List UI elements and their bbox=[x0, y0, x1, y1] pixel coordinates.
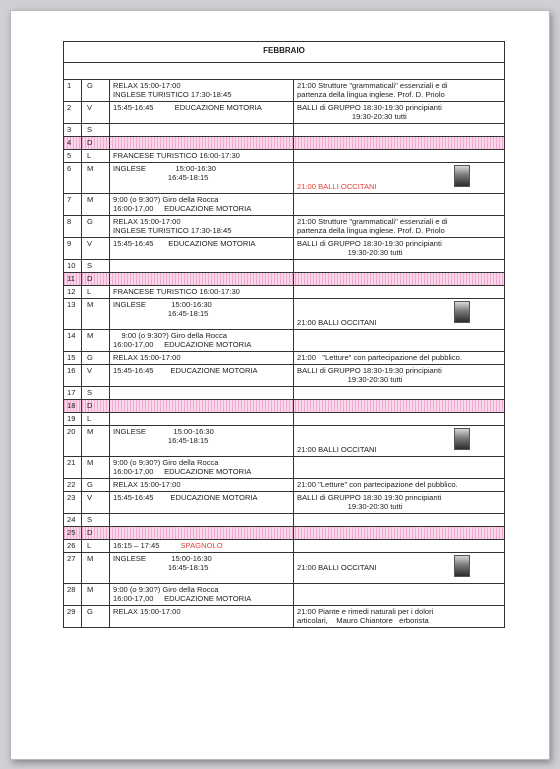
calendar-table bbox=[63, 41, 505, 628]
afternoon-activities bbox=[110, 492, 294, 513]
day-number: 16 bbox=[64, 365, 82, 386]
activity-line: RELAX 15:00-17:00 bbox=[113, 217, 181, 226]
day-row bbox=[64, 124, 504, 137]
day-row bbox=[64, 137, 504, 150]
weekday-letter: M bbox=[82, 194, 110, 215]
evening-activities bbox=[294, 553, 504, 583]
weekday-letter: V bbox=[82, 238, 110, 259]
activity-line: INGLESE 15:00-16:30 bbox=[113, 164, 216, 173]
day-number: 29 bbox=[64, 606, 82, 627]
day-number: 27 bbox=[64, 553, 82, 583]
dancer-photo bbox=[454, 301, 470, 323]
day-row bbox=[64, 457, 504, 479]
activity-line: articolari, Mauro Chiantore erborista bbox=[297, 616, 429, 625]
weekday-letter: L bbox=[82, 413, 110, 425]
day-number: 11 bbox=[64, 273, 82, 285]
day-row bbox=[64, 216, 504, 238]
activity-line: INGLESE 15:00-16:30 bbox=[113, 300, 212, 309]
activity-line: 15:45-16:45 EDUCAZIONE MOTORIA bbox=[113, 366, 258, 375]
weekday-letter: V bbox=[82, 102, 110, 123]
weekday-letter: M bbox=[82, 163, 110, 193]
spacer-row bbox=[64, 63, 504, 80]
day-row bbox=[64, 194, 504, 216]
day-number: 5 bbox=[64, 150, 82, 162]
weekday-letter: D bbox=[82, 400, 110, 412]
activity-line: 16:15 – 17:45 SPAGNOLO bbox=[113, 541, 223, 550]
activity-line: 15:45-16:45 EDUCAZIONE MOTORIA bbox=[113, 493, 258, 502]
day-number: 25 bbox=[64, 527, 82, 539]
evening-activities bbox=[294, 352, 504, 364]
day-row bbox=[64, 102, 504, 124]
evening-activities bbox=[294, 124, 504, 136]
afternoon-activities bbox=[110, 540, 294, 552]
activity-line: 21:00 Piante e rimedi naturali per i dolori bbox=[297, 607, 434, 616]
afternoon-activities bbox=[110, 102, 294, 123]
month-title: FEBBRAIO bbox=[64, 42, 504, 63]
weekday-letter: M bbox=[82, 299, 110, 329]
day-number: 14 bbox=[64, 330, 82, 351]
afternoon-activities bbox=[110, 413, 294, 425]
weekday-letter: S bbox=[82, 387, 110, 399]
weekday-letter: M bbox=[82, 457, 110, 478]
activity-line: 15:45-16:45 EDUCAZIONE MOTORIA bbox=[113, 103, 262, 112]
evening-activities bbox=[294, 238, 504, 259]
weekday-letter: D bbox=[82, 527, 110, 539]
day-row bbox=[64, 413, 504, 426]
dancer-photo bbox=[454, 165, 470, 187]
activity-line: 21:00 BALLI OCCITANI bbox=[297, 182, 377, 191]
weekday-letter: L bbox=[82, 540, 110, 552]
day-row bbox=[64, 299, 504, 330]
activity-line: RELAX 15:00-17:00 bbox=[113, 81, 181, 90]
day-number: 23 bbox=[64, 492, 82, 513]
evening-activities bbox=[294, 387, 504, 399]
activity-line: RELAX 15:00-17:00 bbox=[113, 353, 181, 362]
day-number: 28 bbox=[64, 584, 82, 605]
day-row bbox=[64, 584, 504, 606]
activity-line: 21:00 BALLI OCCITANI bbox=[297, 318, 377, 327]
day-row bbox=[64, 426, 504, 457]
day-number: 9 bbox=[64, 238, 82, 259]
evening-activities bbox=[294, 286, 504, 298]
activity-line: 21:00 Strutture "grammaticali" essenziali e di bbox=[297, 81, 448, 90]
day-row bbox=[64, 553, 504, 584]
activity-line: 9:00 (o 9:30?) Giro della Rocca bbox=[113, 331, 227, 340]
afternoon-activities bbox=[110, 150, 294, 162]
activity-line: 16:45-18:15 bbox=[113, 436, 209, 445]
activity-line: BALLI di GRUPPO 18:30-19:30 principianti bbox=[297, 366, 442, 375]
evening-activities bbox=[294, 137, 504, 149]
activity-line bbox=[297, 300, 504, 309]
activity-line: partenza della lingua inglese. Prof. D. Priolo bbox=[297, 90, 445, 99]
day-number: 24 bbox=[64, 514, 82, 526]
weekday-letter: M bbox=[82, 426, 110, 456]
day-number: 8 bbox=[64, 216, 82, 237]
day-row bbox=[64, 150, 504, 163]
afternoon-activities bbox=[110, 365, 294, 386]
activity-line: 16:00-17,00 EDUCAZIONE MOTORIA bbox=[113, 467, 252, 476]
afternoon-activities bbox=[110, 457, 294, 478]
day-number: 2 bbox=[64, 102, 82, 123]
day-row bbox=[64, 479, 504, 492]
day-row bbox=[64, 387, 504, 400]
day-row bbox=[64, 238, 504, 260]
activity-line: RELAX 15:00-17:00 bbox=[113, 480, 181, 489]
activity-line: partenza della lingua inglese. Prof. D. Priolo bbox=[297, 226, 445, 235]
activity-line: BALLI di GRUPPO 18:30-19:30 principianti bbox=[297, 103, 442, 112]
afternoon-activities bbox=[110, 387, 294, 399]
evening-activities bbox=[294, 163, 504, 193]
day-row bbox=[64, 492, 504, 514]
activity-line: 21:00 BALLI OCCITANI bbox=[297, 563, 377, 572]
evening-activities bbox=[294, 479, 504, 491]
day-number: 4 bbox=[64, 137, 82, 149]
day-row bbox=[64, 400, 504, 413]
activity-line: 16:45-18:15 bbox=[113, 173, 209, 182]
activity-line: INGLESE 15:00-16:30 bbox=[113, 554, 212, 563]
afternoon-activities bbox=[110, 606, 294, 627]
weekday-letter: S bbox=[82, 514, 110, 526]
afternoon-activities bbox=[110, 194, 294, 215]
weekday-letter: G bbox=[82, 479, 110, 491]
afternoon-activities bbox=[110, 124, 294, 136]
evening-activities bbox=[294, 150, 504, 162]
activity-line bbox=[297, 554, 504, 563]
afternoon-activities bbox=[110, 299, 294, 329]
day-row bbox=[64, 286, 504, 299]
evening-activities bbox=[294, 80, 504, 101]
activity-line: 19:30-20:30 tutti bbox=[297, 112, 407, 121]
afternoon-activities bbox=[110, 216, 294, 237]
day-row bbox=[64, 273, 504, 286]
activity-line bbox=[297, 436, 504, 445]
activity-line: FRANCESE TURISTICO 16:00-17:30 bbox=[113, 151, 240, 160]
activity-line bbox=[297, 427, 504, 436]
day-number: 20 bbox=[64, 426, 82, 456]
evening-activities bbox=[294, 413, 504, 425]
activity-line: 21:00 Strutture "grammaticali" essenziali e di bbox=[297, 217, 448, 226]
course-name-red: SPAGNOLO bbox=[180, 541, 223, 550]
evening-activities bbox=[294, 426, 504, 456]
afternoon-activities bbox=[110, 137, 294, 149]
activity-line: 15:45-16:45 EDUCAZIONE MOTORIA bbox=[113, 239, 256, 248]
activity-line: RELAX 15:00-17:00 bbox=[113, 607, 181, 616]
calendar-rows bbox=[64, 80, 504, 627]
evening-activities bbox=[294, 527, 504, 539]
activity-line: 19:30-20:30 tutti bbox=[297, 248, 403, 257]
activity-line: FRANCESE TURISTICO 16:00-17:30 bbox=[113, 287, 240, 296]
day-row bbox=[64, 514, 504, 527]
afternoon-activities bbox=[110, 584, 294, 605]
day-row bbox=[64, 352, 504, 365]
day-row bbox=[64, 527, 504, 540]
day-number: 19 bbox=[64, 413, 82, 425]
activity-line: BALLI di GRUPPO 18:30 19:30 principianti bbox=[297, 493, 442, 502]
activity-line: 21:00 "Letture" con partecipazione del pubblico. bbox=[297, 353, 462, 362]
day-number: 3 bbox=[64, 124, 82, 136]
activity-line: INGLESE TURISTICO 17:30-18:45 bbox=[113, 226, 232, 235]
day-row bbox=[64, 540, 504, 553]
activity-line bbox=[297, 164, 504, 173]
activity-line: 19:30-20:30 tutti bbox=[297, 375, 403, 384]
evening-activities bbox=[294, 457, 504, 478]
weekday-letter: M bbox=[82, 330, 110, 351]
evening-activities bbox=[294, 330, 504, 351]
afternoon-activities bbox=[110, 400, 294, 412]
evening-activities bbox=[294, 365, 504, 386]
afternoon-activities bbox=[110, 163, 294, 193]
activity-line bbox=[297, 173, 504, 182]
activity-line: 19:30-20:30 tutti bbox=[297, 502, 403, 511]
afternoon-activities bbox=[110, 352, 294, 364]
weekday-letter: G bbox=[82, 216, 110, 237]
weekday-letter: G bbox=[82, 606, 110, 627]
day-number: 18 bbox=[64, 400, 82, 412]
evening-activities bbox=[294, 400, 504, 412]
day-row bbox=[64, 80, 504, 102]
activity-line: BALLI di GRUPPO 18:30-19:30 principianti bbox=[297, 239, 442, 248]
weekday-letter: D bbox=[82, 137, 110, 149]
weekday-letter: M bbox=[82, 584, 110, 605]
evening-activities bbox=[294, 540, 504, 552]
weekday-letter: D bbox=[82, 273, 110, 285]
weekday-letter: V bbox=[82, 365, 110, 386]
afternoon-activities bbox=[110, 553, 294, 583]
day-row bbox=[64, 163, 504, 194]
afternoon-activities bbox=[110, 273, 294, 285]
day-number: 15 bbox=[64, 352, 82, 364]
day-number: 6 bbox=[64, 163, 82, 193]
document-page bbox=[10, 10, 550, 760]
activity-line: INGLESE 15:00-16:30 bbox=[113, 427, 214, 436]
weekday-letter: S bbox=[82, 260, 110, 272]
evening-activities bbox=[294, 194, 504, 215]
afternoon-activities bbox=[110, 426, 294, 456]
day-number: 7 bbox=[64, 194, 82, 215]
weekday-letter: G bbox=[82, 352, 110, 364]
day-row bbox=[64, 330, 504, 352]
day-number: 1 bbox=[64, 80, 82, 101]
activity-line: 16:45-18:15 bbox=[113, 309, 209, 318]
day-number: 13 bbox=[64, 299, 82, 329]
day-row bbox=[64, 260, 504, 273]
evening-activities bbox=[294, 514, 504, 526]
evening-activities bbox=[294, 606, 504, 627]
evening-activities bbox=[294, 492, 504, 513]
day-number: 26 bbox=[64, 540, 82, 552]
day-number: 10 bbox=[64, 260, 82, 272]
weekday-letter: M bbox=[82, 553, 110, 583]
afternoon-activities bbox=[110, 80, 294, 101]
evening-activities bbox=[294, 216, 504, 237]
activity-line: 9:00 (o 9:30?) Giro della Rocca bbox=[113, 195, 219, 204]
day-number: 21 bbox=[64, 457, 82, 478]
weekday-letter: L bbox=[82, 150, 110, 162]
evening-activities bbox=[294, 260, 504, 272]
evening-activities bbox=[294, 102, 504, 123]
weekday-letter: G bbox=[82, 80, 110, 101]
evening-activities bbox=[294, 299, 504, 329]
weekday-letter: V bbox=[82, 492, 110, 513]
day-row bbox=[64, 365, 504, 387]
dancer-photo bbox=[454, 428, 470, 450]
afternoon-activities bbox=[110, 260, 294, 272]
evening-activities bbox=[294, 584, 504, 605]
afternoon-activities bbox=[110, 330, 294, 351]
afternoon-activities bbox=[110, 514, 294, 526]
activity-line: 21:00 "Letture" con partecipazione del pubblico. bbox=[297, 480, 458, 489]
afternoon-activities bbox=[110, 527, 294, 539]
activity-line: 16:00-17,00 EDUCAZIONE MOTORIA bbox=[113, 340, 252, 349]
weekday-letter: S bbox=[82, 124, 110, 136]
weekday-letter: L bbox=[82, 286, 110, 298]
activity-line: 16:45-18:15 bbox=[113, 563, 209, 572]
evening-activities bbox=[294, 273, 504, 285]
activity-line: 21:00 BALLI OCCITANI bbox=[297, 445, 377, 454]
day-row bbox=[64, 606, 504, 627]
activity-line: 16:00-17,00 EDUCAZIONE MOTORIA bbox=[113, 594, 252, 603]
activity-line: 16:00-17,00 EDUCAZIONE MOTORIA bbox=[113, 204, 252, 213]
activity-line: 9:00 (o 9:30?) Giro della Rocca bbox=[113, 458, 219, 467]
day-number: 22 bbox=[64, 479, 82, 491]
dancer-photo bbox=[454, 555, 470, 577]
day-number: 12 bbox=[64, 286, 82, 298]
afternoon-activities bbox=[110, 238, 294, 259]
activity-line: 9:00 (o 9:30?) Giro della Rocca bbox=[113, 585, 219, 594]
activity-line bbox=[297, 309, 504, 318]
activity-line: INGLESE TURISTICO 17:30-18:45 bbox=[113, 90, 232, 99]
afternoon-activities bbox=[110, 286, 294, 298]
day-number: 17 bbox=[64, 387, 82, 399]
afternoon-activities bbox=[110, 479, 294, 491]
